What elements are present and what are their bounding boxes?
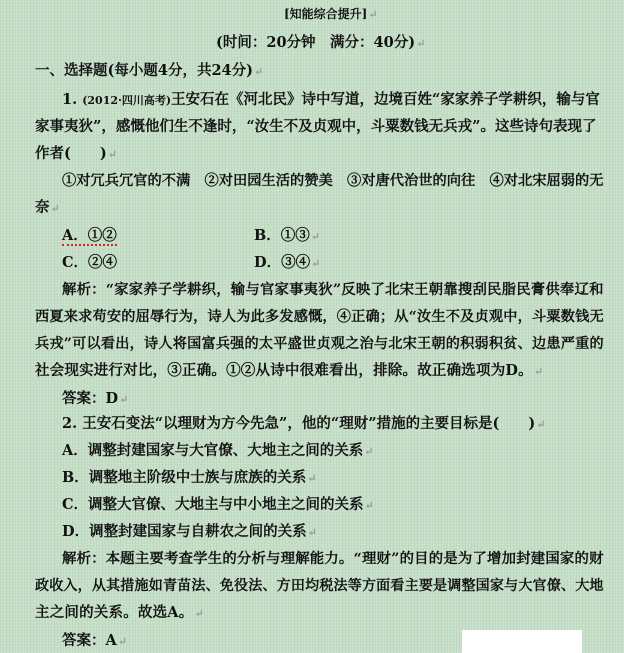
q1-stem-line3: 作者( )↵ bbox=[35, 145, 117, 162]
q2-answer: 答案：A↵ bbox=[62, 632, 127, 649]
header-title: [知能综合提升]↵ bbox=[284, 7, 378, 21]
q1-analysis-line2: 西夏来求苟安的屈辱行为，诗人为此多发感慨，④正确；从“汝生不及贞观中，斗粟数钱无 bbox=[35, 309, 604, 325]
q1-options-line2: 奈↵ bbox=[35, 199, 60, 216]
q1-analysis-line4: 社会现实进行对比，③正确。①②从诗中很难看出，排除。故正确选项为D。↵ bbox=[35, 362, 544, 379]
q1-choice-a: A．①② bbox=[62, 227, 117, 244]
section-title: 一、选择题(每小题4分，共24分)↵ bbox=[35, 62, 264, 79]
q2-choice-b: B．调整地主阶级中士族与庶族的关系↵ bbox=[62, 469, 317, 486]
q1-answer: 答案：D↵ bbox=[62, 390, 129, 407]
q2-choice-d: D．调整封建国家与自耕农之间的关系↵ bbox=[62, 523, 317, 540]
q2-stem-line1: 2. 王安石变法“以理财为方今先急”，他的“理财”措施的主要目标是( )↵ bbox=[62, 415, 546, 432]
q1-choice-b: B．①③↵ bbox=[254, 227, 320, 244]
q1-analysis-line1: 解析：“家家养子学耕织，输与官家事夷狄”反映了北宋王朝靠搜刮民脂民膏供奉辽和 bbox=[62, 281, 604, 298]
q1-stem-line1: 1. (2012·四川高考)王安石在《河北民》诗中写道，边境百姓“家家养子学耕织，输与官 bbox=[62, 91, 600, 108]
q2-analysis-line3: 主之间的关系。故选A。↵ bbox=[35, 604, 204, 621]
time-info: (时间：20分钟 满分：40分)↵ bbox=[216, 34, 426, 51]
q2-analysis-line2: 政收入，从其措施如青苗法、免役法、方田均税法等方面看主要是调整国家与大官僚、大地 bbox=[35, 578, 604, 594]
q2-choice-a: A．调整封建国家与大官僚、大地主之间的关系↵ bbox=[62, 442, 374, 459]
q2-choice-c: C．调整大官僚、大地主与中小地主之间的关系↵ bbox=[62, 496, 374, 513]
q1-stem-line2: 家事夷狄”，感慨他们生不逢时，“汝生不及贞观中，斗粟数钱无兵戎”。这些诗句表现了 bbox=[35, 118, 597, 135]
q1-choice-c: C．②④ bbox=[62, 254, 118, 271]
q1-analysis-line3: 兵戎”可以看出，诗人将国富兵强的太平盛世贞观之治与北宋王朝的积弱积贫、边患严重的 bbox=[35, 336, 604, 352]
q2-analysis-line1: 解析：本题主要考查学生的分析与理解能力。“理财”的目的是为了增加封建国家的财 bbox=[62, 550, 604, 567]
q1-options-line1: ①对冗兵冗官的不满 ②对田园生活的赞美 ③对唐代治世的向往 ④对北宋屈弱的无 bbox=[62, 173, 604, 189]
selection-highlight bbox=[462, 630, 582, 653]
q1-choice-d: D．③④↵ bbox=[254, 254, 321, 271]
